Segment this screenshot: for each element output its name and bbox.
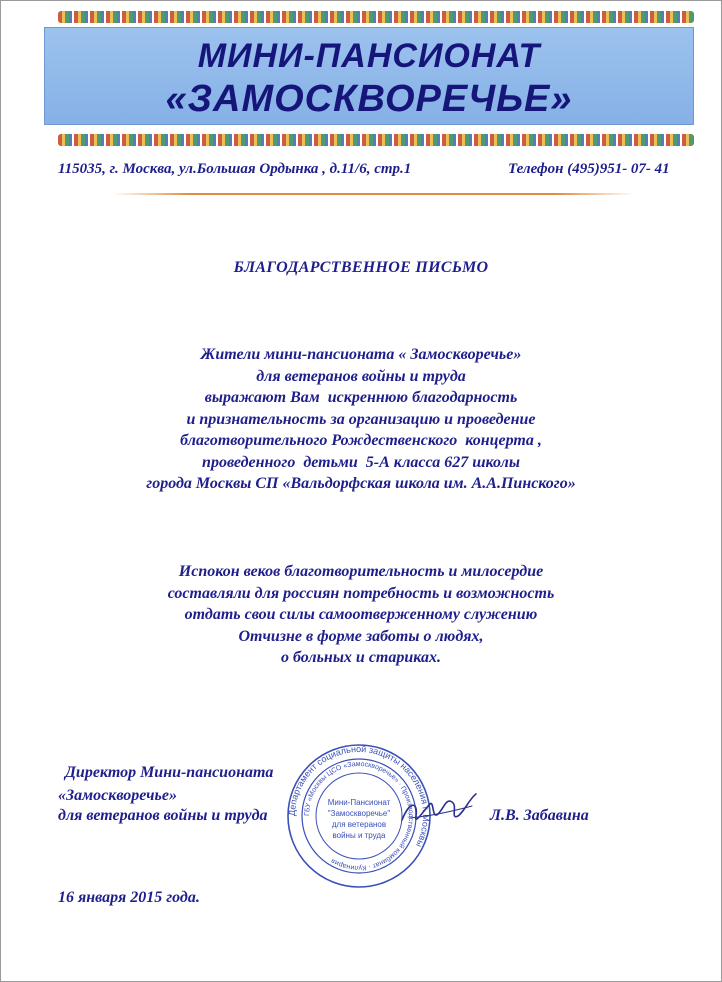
bottom-ornament-border <box>58 134 694 146</box>
paragraph-line: Отчизне в форме заботы о людях, <box>238 627 484 645</box>
signer-position-line2: «Замоскворечье» <box>58 787 177 804</box>
header-phone: Телефон (495)951- 07- 41 <box>508 161 670 177</box>
paragraph-line: Испокон веков благотворительность и милосердие <box>178 563 544 580</box>
paragraph-line: проведенного детьми 5-А класса 627 школы <box>202 453 520 471</box>
signer-name: Л.В. Забавина <box>490 807 589 824</box>
stamp-inner-line1: Мини-Пансионат <box>327 798 391 807</box>
stamp-middle-text: ГБУ «Москвы ЦСО «Замоскворечье» · Производственный комбинат · Кулинария <box>303 760 415 872</box>
header-banner <box>44 27 694 125</box>
paragraph-line: о больных и стариках. <box>281 649 441 666</box>
paragraph-charity <box>0 561 722 669</box>
paragraph-line: благотворительного Рождественского концерта , <box>180 432 542 449</box>
paragraph-line: и признательность за организацию и проведение <box>186 410 536 428</box>
paragraph-line: выражают Вам искреннюю благодарность <box>204 389 518 406</box>
stamp-outer-text: Департамент социальной защиты населения г. Москвы <box>286 743 432 849</box>
paragraph-line: города Москвы СП «Вальдорфская школа им. А.А.Пинского» <box>146 475 576 492</box>
document-title: БЛАГОДАРСТВЕННОЕ ПИСЬМО <box>233 259 489 276</box>
header-title-line1: МИНИ-ПАНСИОНАТ <box>197 37 541 75</box>
document-date: 16 января 2015 года. <box>58 889 200 906</box>
paragraph-gratitude <box>0 344 722 495</box>
handwritten-signature <box>400 790 480 830</box>
paragraph-line: для ветеранов войны и труда <box>256 367 466 385</box>
stamp-inner-line3: для ветеранов <box>331 820 387 829</box>
top-ornament-border <box>58 11 694 23</box>
header-address: 115035, г. Москва, ул.Большая Ордынка , д.11/6, стр.1 <box>58 161 412 177</box>
signer-position-line3: для ветеранов войны и труда <box>58 807 268 824</box>
stamp-inner-line4: войны и труда <box>332 831 386 840</box>
signer-position-line1: Директор Мини-пансионата <box>65 764 274 781</box>
header-divider <box>112 193 634 195</box>
stamp-inner-line2: "Замоскворечье" <box>327 809 391 818</box>
paragraph-line: составляли для россиян потребность и возможность <box>167 584 555 602</box>
paragraph-line: отдать свои силы самоотверженному служению <box>184 606 538 623</box>
paragraph-line: Жители мини-пансионата « Замоскворечье» <box>200 346 522 363</box>
header-title-line2: «ЗАМОСКВОРЕЧЬЕ» <box>165 78 573 120</box>
